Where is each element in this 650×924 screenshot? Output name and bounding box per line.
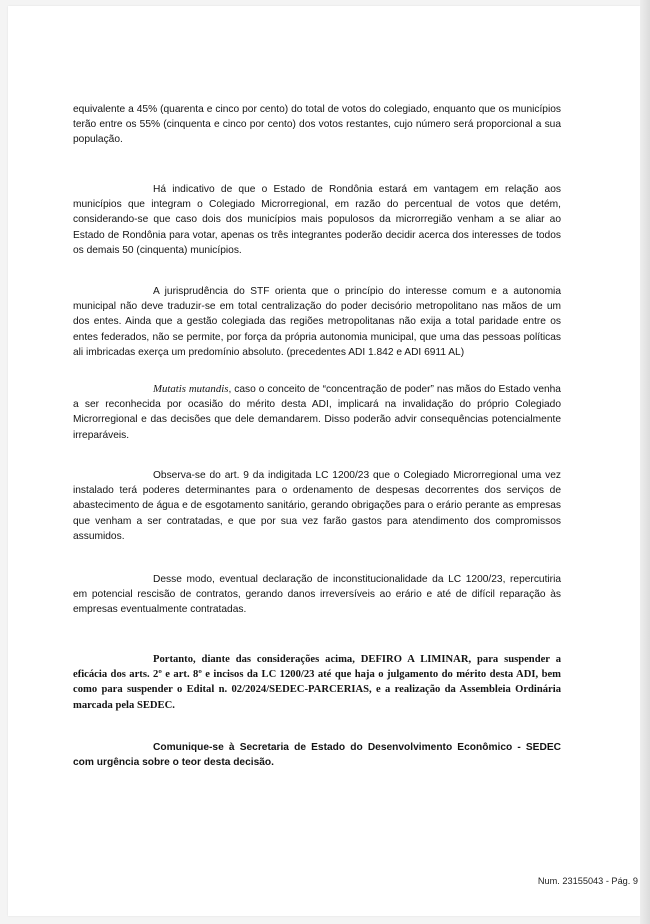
paragraph-stf-jurisprudence: A jurisprudência do STF orienta que o princípio do interesse comum e a autonomia municipal não deve traduzir-se em total centralização do poder decisório metropolitano nas mãos de um dos entes. Ainda que a gestão colegiada das regiões metropolitanas não exija a total paridade entre os entes federados, não se permite, por força da própria autonomia municipal, que uma das pessoas políticas ali imbricadas exerça um predomínio absoluto. (precedentes ADI 1.842 e ADI 6911 AL) (73, 286, 561, 358)
paragraph-art-9: Observa-se do art. 9 da indigitada LC 1200/23 que o Colegiado Microrregional uma vez instalado terá poderes determinantes para o ordenamento de despesas decorrentes dos serviços de abastecimento de água e de esgotamento sanitário, gerando obrigações para o erário perante as empresas que venham a ser contratadas, e que por sua vez farão gastos para atendimento dos compromissos assumidos. (73, 470, 561, 542)
paragraph-decision: Portanto, diante das considerações acima, DEFIRO A LIMINAR, para suspender a eficácia dos arts. 2º e art. 8º e incisos da LC 1200/23 até que haja o julgamento do mérito desta ADI, bem como para suspender o Edital n. 02/2024/SEDEC-PARCERIAS, e a realização da Assembleia Ordinária marcada pela SEDEC. (73, 654, 561, 711)
paragraph-voting-share: equivalente a 45% (quarenta e cinco por cento) do total de votos do colegiado, enquanto que os municípios terão entre os 55% (cinquenta e cinco por cento) dos votos restantes, cujo número será proporcional a sua população. (73, 104, 561, 146)
latin-phrase: Mutatis mutandis (153, 383, 229, 395)
paragraph-unconstitutionality: Desse modo, eventual declaração de inconstitucionalidade da LC 1200/23, repercutiria em potencial rescisão de contratos, gerando danos irreversíveis ao erário e até de difícil reparação às empresas eventualmente contratadas. (73, 574, 561, 616)
paragraph-state-advantage: Há indicativo de que o Estado de Rondônia estará em vantagem em relação aos municípios que integram o Colegiado Microrregional, em razão do percentual de votos que detém, considerando-se que caso dois dos municípios mais populosos da microrregião venham a se aliar ao Estado de Rondônia para votar, apenas os três integrantes poderão decidir acerca dos interesses de todos os demais 50 (cinquenta) municípios. (73, 184, 561, 256)
page-footer: Num. 23155043 - Pág. 9 (537, 876, 638, 886)
document-page (8, 6, 640, 916)
paragraph-communication: Comunique-se à Secretaria de Estado do Desenvolvimento Econômico - SEDEC com urgência sobre o teor desta decisão. (73, 742, 561, 769)
paragraph-mutatis-text: , caso o conceito de “concentração de poder” nas mãos do Estado venha a ser reconhecida por ocasião do mérito desta ADI, implicará na invalidação do próprio Colegiado Microrregional e das decisões que dele demandarem. Disso poderão advir consequências potencialmente irreparáveis. (73, 384, 561, 441)
paragraph-mutatis-mutandis (73, 382, 561, 443)
page-edge-shadow (640, 0, 650, 924)
